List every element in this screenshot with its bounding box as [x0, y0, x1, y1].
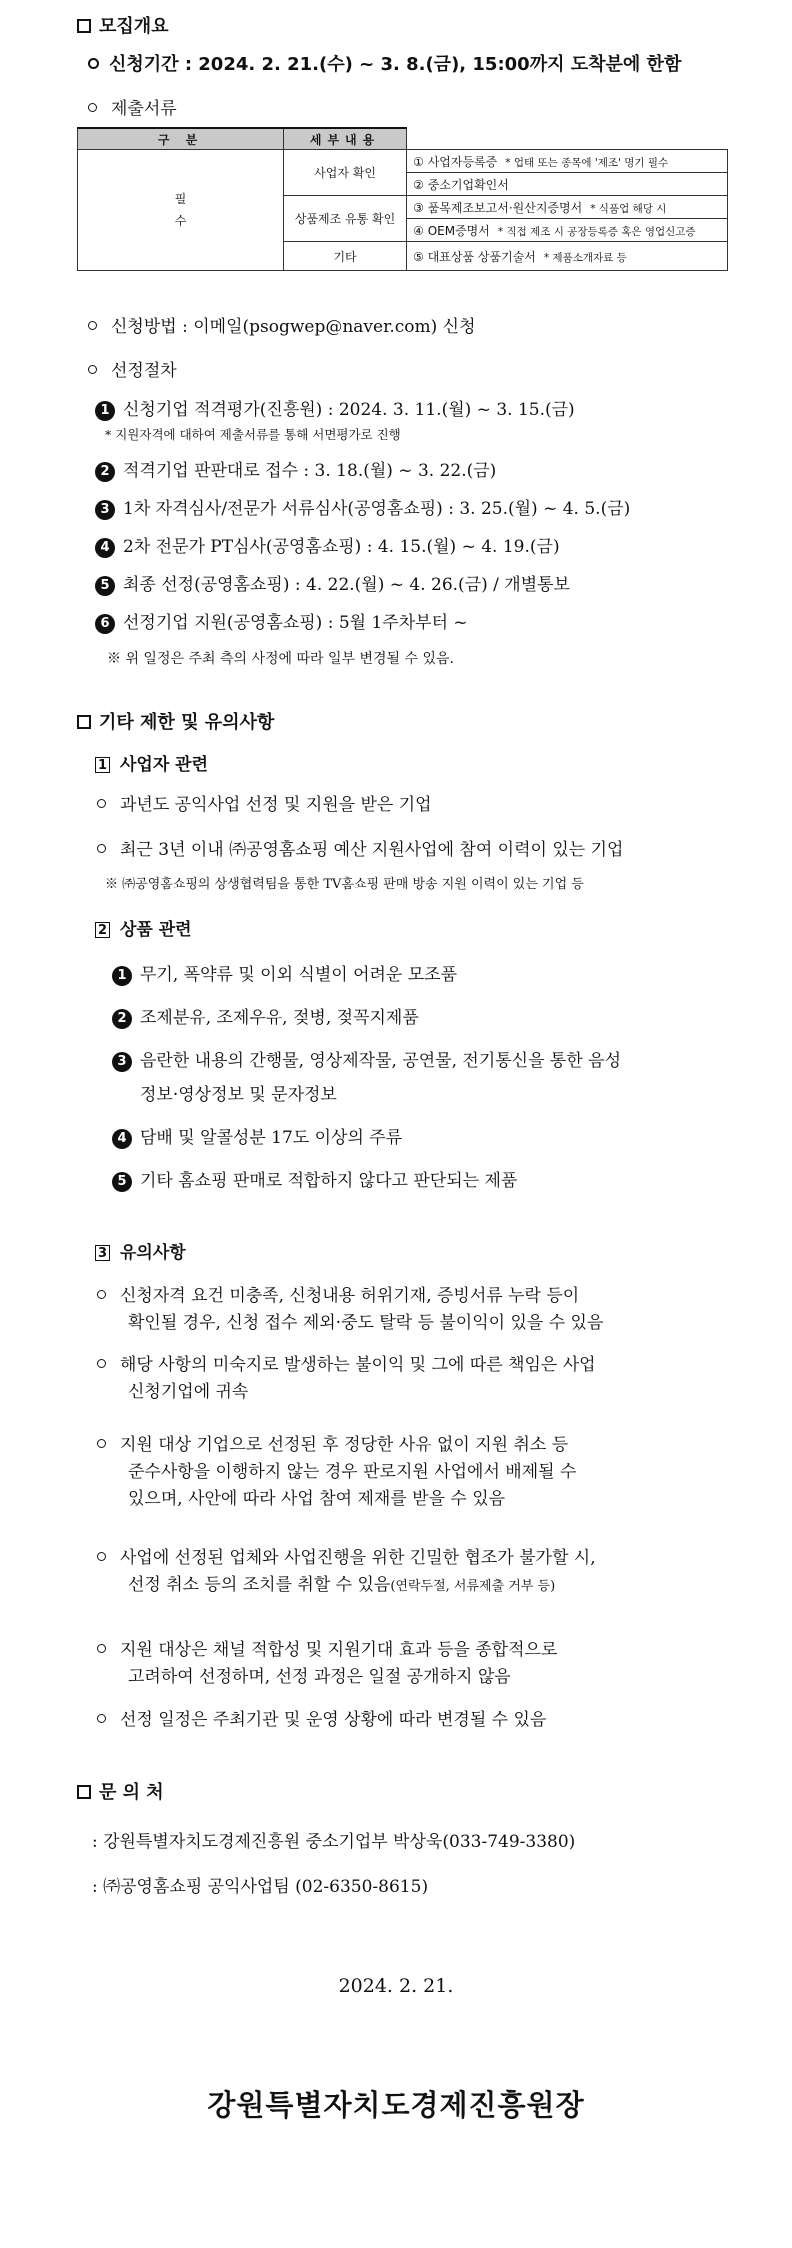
business-note: ※ ㈜공영홈쇼핑의 상생협력팀을 통한 TV홈쇼핑 판매 방송 지원 이력이 있는 기업 등: [105, 877, 584, 892]
category-cell: 기타: [284, 242, 407, 271]
list-item-continuation: 정보·영상정보 및 문자정보: [140, 1085, 337, 1105]
list-item: 최근 3년 이내 ㈜공영홈쇼핑 예산 지원사업에 참여 이력이 있는 기업: [97, 835, 623, 860]
circle-bullet-icon: [97, 1714, 106, 1723]
list-item-continuation: 고려하여 선정하며, 선정 과정은 일절 공개하지 않음: [128, 1667, 511, 1687]
boxed-number-icon: 1: [95, 757, 110, 773]
list-item-continuation: 확인될 경우, 신청 접수 제외·중도 탈락 등 불이익이 있을 수 있음: [128, 1313, 604, 1333]
circle-bullet-icon: [97, 799, 106, 808]
contact-line-gwep: : 강원특별자치도경제진흥원 중소기업부 박상욱(033-749-3380): [92, 1832, 576, 1852]
application-period: 신청기간 : 2024. 2. 21.(수) ~ 3. 8.(금), 15:00까지 도착분에 한함: [88, 50, 681, 76]
list-item-continuation: 준수사항을 이행하지 않는 경우 판로지원 사업에서 배제될 수: [128, 1462, 577, 1482]
process-step-6: 6 선정기업 지원(공영홈쇼핑) : 5월 1주차부터 ~: [95, 608, 468, 634]
table-header-category: 구 분: [78, 128, 284, 150]
section-title-recruit: 모집개요: [77, 12, 169, 38]
list-item: 지원 대상 기업으로 선정된 후 정당한 사유 없이 지원 취소 등: [97, 1430, 568, 1455]
circle-bullet-icon: [88, 321, 97, 330]
process-step-5: 5 최종 선정(공영홈쇼핑) : 4. 22.(월) ~ 4. 26.(금) / 개별통보: [95, 570, 570, 596]
section-title-restrictions: 기타 제한 및 유의사항: [77, 708, 274, 734]
table-row: [78, 150, 728, 173]
list-item-continuation: 선정 취소 등의 조치를 취할 수 있음(연락두절, 서류제출 거부 등): [128, 1575, 556, 1595]
circle-bullet-icon: [97, 1359, 106, 1368]
square-bullet-icon: [77, 19, 91, 33]
list-item-continuation: 신청기업에 귀속: [128, 1382, 249, 1402]
circle-bullet-icon: [97, 1552, 106, 1561]
square-bullet-icon: [77, 715, 91, 729]
document-date: 2024. 2. 21.: [338, 1975, 454, 1997]
subsection-business: 1 사업자 관련: [95, 750, 208, 775]
number-1-icon: 1: [112, 966, 132, 986]
list-item: 사업에 선정된 업체와 사업진행을 위한 긴밀한 협조가 불가할 시,: [97, 1543, 596, 1568]
document-signature: 강원특별자치도경제진흥원장: [207, 2088, 585, 2122]
required-group-label: 필 수: [78, 150, 284, 271]
detail-cell: ① 사업자등록증 * 업태 또는 종목에 '제조' 명기 필수: [407, 150, 728, 173]
circle-bullet-icon: [97, 1644, 106, 1653]
process-step-2: 2 적격기업 판판대로 접수 : 3. 18.(월) ~ 3. 22.(금): [95, 456, 496, 482]
list-item: 해당 사항의 미숙지로 발생하는 불이익 및 그에 따른 책임은 사업: [97, 1350, 596, 1375]
contact-line-homeshopping: : ㈜공영홈쇼핑 공익사업팀 (02-6350-8615): [92, 1877, 429, 1897]
circle-bullet-icon: [88, 58, 99, 69]
number-2-icon: 2: [112, 1009, 132, 1029]
circle-bullet-icon: [97, 844, 106, 853]
number-3-icon: 3: [95, 500, 115, 520]
number-1-icon: 1: [95, 401, 115, 421]
category-cell: 상품제조 유통 확인: [284, 196, 407, 242]
square-bullet-icon: [77, 1785, 91, 1799]
circle-bullet-icon: [97, 1439, 106, 1448]
application-method: 신청방법 : 이메일(psogwep@naver.com) 신청: [88, 312, 476, 337]
detail-cell: ⑤ 대표상품 상품기술서 * 제품소개자료 등: [407, 242, 728, 271]
required-docs-table: [77, 127, 728, 271]
detail-cell: ② 중소기업확인서: [407, 173, 728, 196]
category-cell: 사업자 확인: [284, 150, 407, 196]
number-6-icon: 6: [95, 614, 115, 634]
step1-note: * 지원자격에 대하여 제출서류를 통해 서면평가로 진행: [105, 427, 401, 442]
number-2-icon: 2: [95, 462, 115, 482]
schedule-note: ※ 위 일정은 주최 측의 사정에 따라 일부 변경될 수 있음.: [107, 651, 454, 667]
circle-bullet-icon: [88, 103, 97, 112]
docs-label: 제출서류: [88, 94, 177, 119]
list-item: 4 담배 및 알콜성분 17도 이상의 주류: [112, 1123, 402, 1149]
table-header-detail: 세부내용: [284, 128, 407, 150]
list-item: 과년도 공익사업 선정 및 지원을 받은 기업: [97, 790, 432, 815]
list-item: 3 음란한 내용의 간행물, 영상제작물, 공연물, 전기통신을 통한 음성: [112, 1046, 621, 1072]
detail-cell: ③ 품목제조보고서·원산지증명서 * 식품업 해당 시: [407, 196, 728, 219]
list-item: 2 조제분유, 조제우유, 젖병, 젖꼭지제품: [112, 1003, 419, 1029]
list-item: 5 기타 홈쇼핑 판매로 적합하지 않다고 판단되는 제품: [112, 1166, 517, 1192]
boxed-number-icon: 2: [95, 922, 110, 938]
process-step-1: 1 신청기업 적격평가(진흥원) : 2024. 3. 11.(월) ~ 3. 15.(금): [95, 395, 575, 421]
circle-bullet-icon: [88, 365, 97, 374]
number-3-icon: 3: [112, 1052, 132, 1072]
list-item: 신청자격 요건 미충족, 신청내용 허위기재, 증빙서류 누락 등이: [97, 1281, 579, 1306]
process-label: 선정절차: [88, 356, 177, 381]
list-item-continuation: 있으며, 사안에 따라 사업 참여 제재를 받을 수 있음: [128, 1489, 506, 1509]
section-title-contact: 문 의 처: [77, 1778, 164, 1804]
subsection-caution: 3 유의사항: [95, 1238, 186, 1263]
number-5-icon: 5: [95, 576, 115, 596]
list-item: 1 무기, 폭약류 및 이외 식별이 어려운 모조품: [112, 960, 457, 986]
process-step-4: 4 2차 전문가 PT심사(공영홈쇼핑) : 4. 15.(월) ~ 4. 19.(금): [95, 532, 560, 558]
process-step-3: 3 1차 자격심사/전문가 서류심사(공영홈쇼핑) : 3. 25.(월) ~ 4. 5.(금): [95, 494, 630, 520]
detail-cell: ④ OEM증명서 * 직접 제조 시 공장등록증 혹은 영업신고증: [407, 219, 728, 242]
boxed-number-icon: 3: [95, 1245, 110, 1261]
number-5-icon: 5: [112, 1172, 132, 1192]
number-4-icon: 4: [112, 1129, 132, 1149]
list-item: 선정 일정은 주최기관 및 운영 상황에 따라 변경될 수 있음: [97, 1705, 546, 1730]
number-4-icon: 4: [95, 538, 115, 558]
circle-bullet-icon: [97, 1290, 106, 1299]
subsection-product: 2 상품 관련: [95, 915, 192, 940]
list-item: 지원 대상은 채널 적합성 및 지원기대 효과 등을 종합적으로: [97, 1635, 557, 1660]
